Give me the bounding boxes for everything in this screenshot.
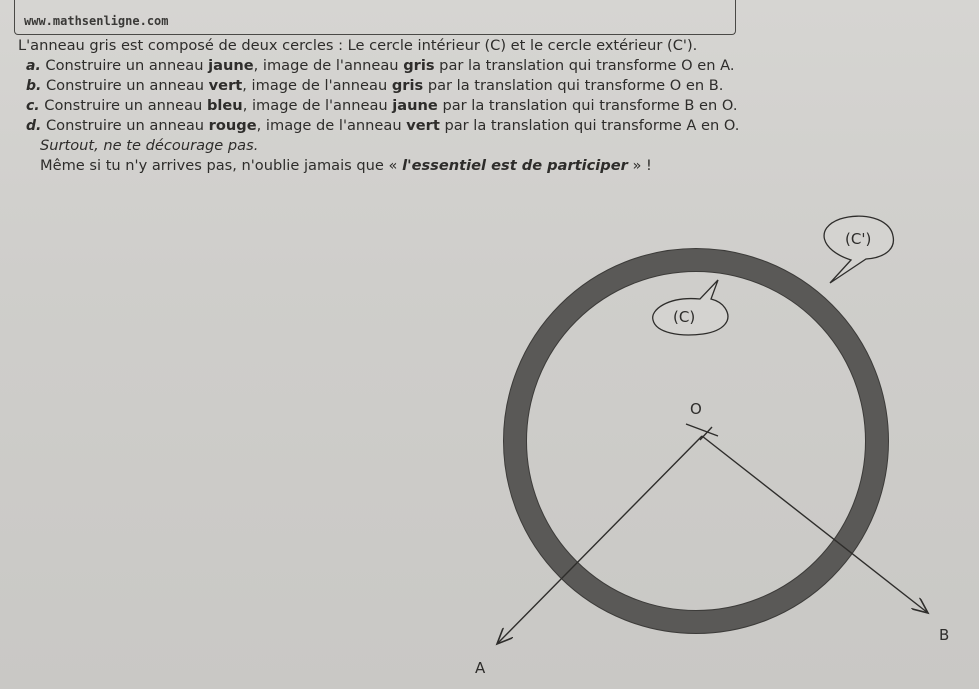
point-o-mark (686, 424, 718, 440)
task-label: c. (26, 98, 40, 114)
task-color-word: jaune (208, 57, 254, 74)
label-inner-circle: (C) (673, 308, 696, 326)
task-text: par la translation qui transforme O en B. (423, 77, 724, 94)
task-text: Construire un anneau (45, 77, 209, 94)
task-label: b. (26, 78, 42, 94)
motto-prefix: Même si tu n'y arrives pas, n'oublie jamais que « (40, 157, 403, 174)
task-text: , image de l'anneau (253, 57, 404, 74)
intro-line: L'anneau gris est composé de deux cercles : Le cercle intérieur (C) et le cercle extérieur (C'). (18, 37, 698, 54)
task-text: , image de l'anneau (242, 77, 392, 94)
motto-suffix: » ! (627, 157, 652, 174)
task-source-word: gris (403, 57, 435, 74)
task-text: Construire un anneau (44, 97, 207, 114)
task-color-word: bleu (206, 97, 243, 114)
task-color-word: vert (208, 77, 243, 94)
task-text: Construire un anneau (45, 57, 209, 74)
task-source-word: jaune (392, 97, 438, 114)
task-text: Construire un anneau (45, 117, 209, 134)
task-text: , image de l'anneau (256, 117, 407, 134)
task-color-word: rouge (208, 117, 257, 134)
label-point-o: O (690, 400, 702, 418)
site-url: www.mathsenligne.com (24, 14, 169, 28)
task-text: , image de l'anneau (242, 97, 393, 114)
label-point-a: A (475, 659, 486, 677)
callout-outer (824, 216, 893, 283)
label-outer-circle: (C') (845, 230, 872, 248)
task-source-word: gris (391, 77, 424, 94)
task-text: par la translation qui transforme A en O. (439, 117, 740, 134)
task-text: par la translation qui transforme B en O. (437, 97, 738, 114)
label-point-b: B (939, 626, 950, 644)
task-label: d. (26, 118, 42, 134)
task-label: a. (26, 58, 41, 74)
task-text: par la translation qui transforme O en A. (434, 57, 735, 74)
motto-emphasis: l'essentiel est de participer (402, 157, 628, 174)
task-source-word: vert (406, 117, 440, 134)
encouragement-line: Surtout, ne te décourage pas. (40, 137, 259, 154)
